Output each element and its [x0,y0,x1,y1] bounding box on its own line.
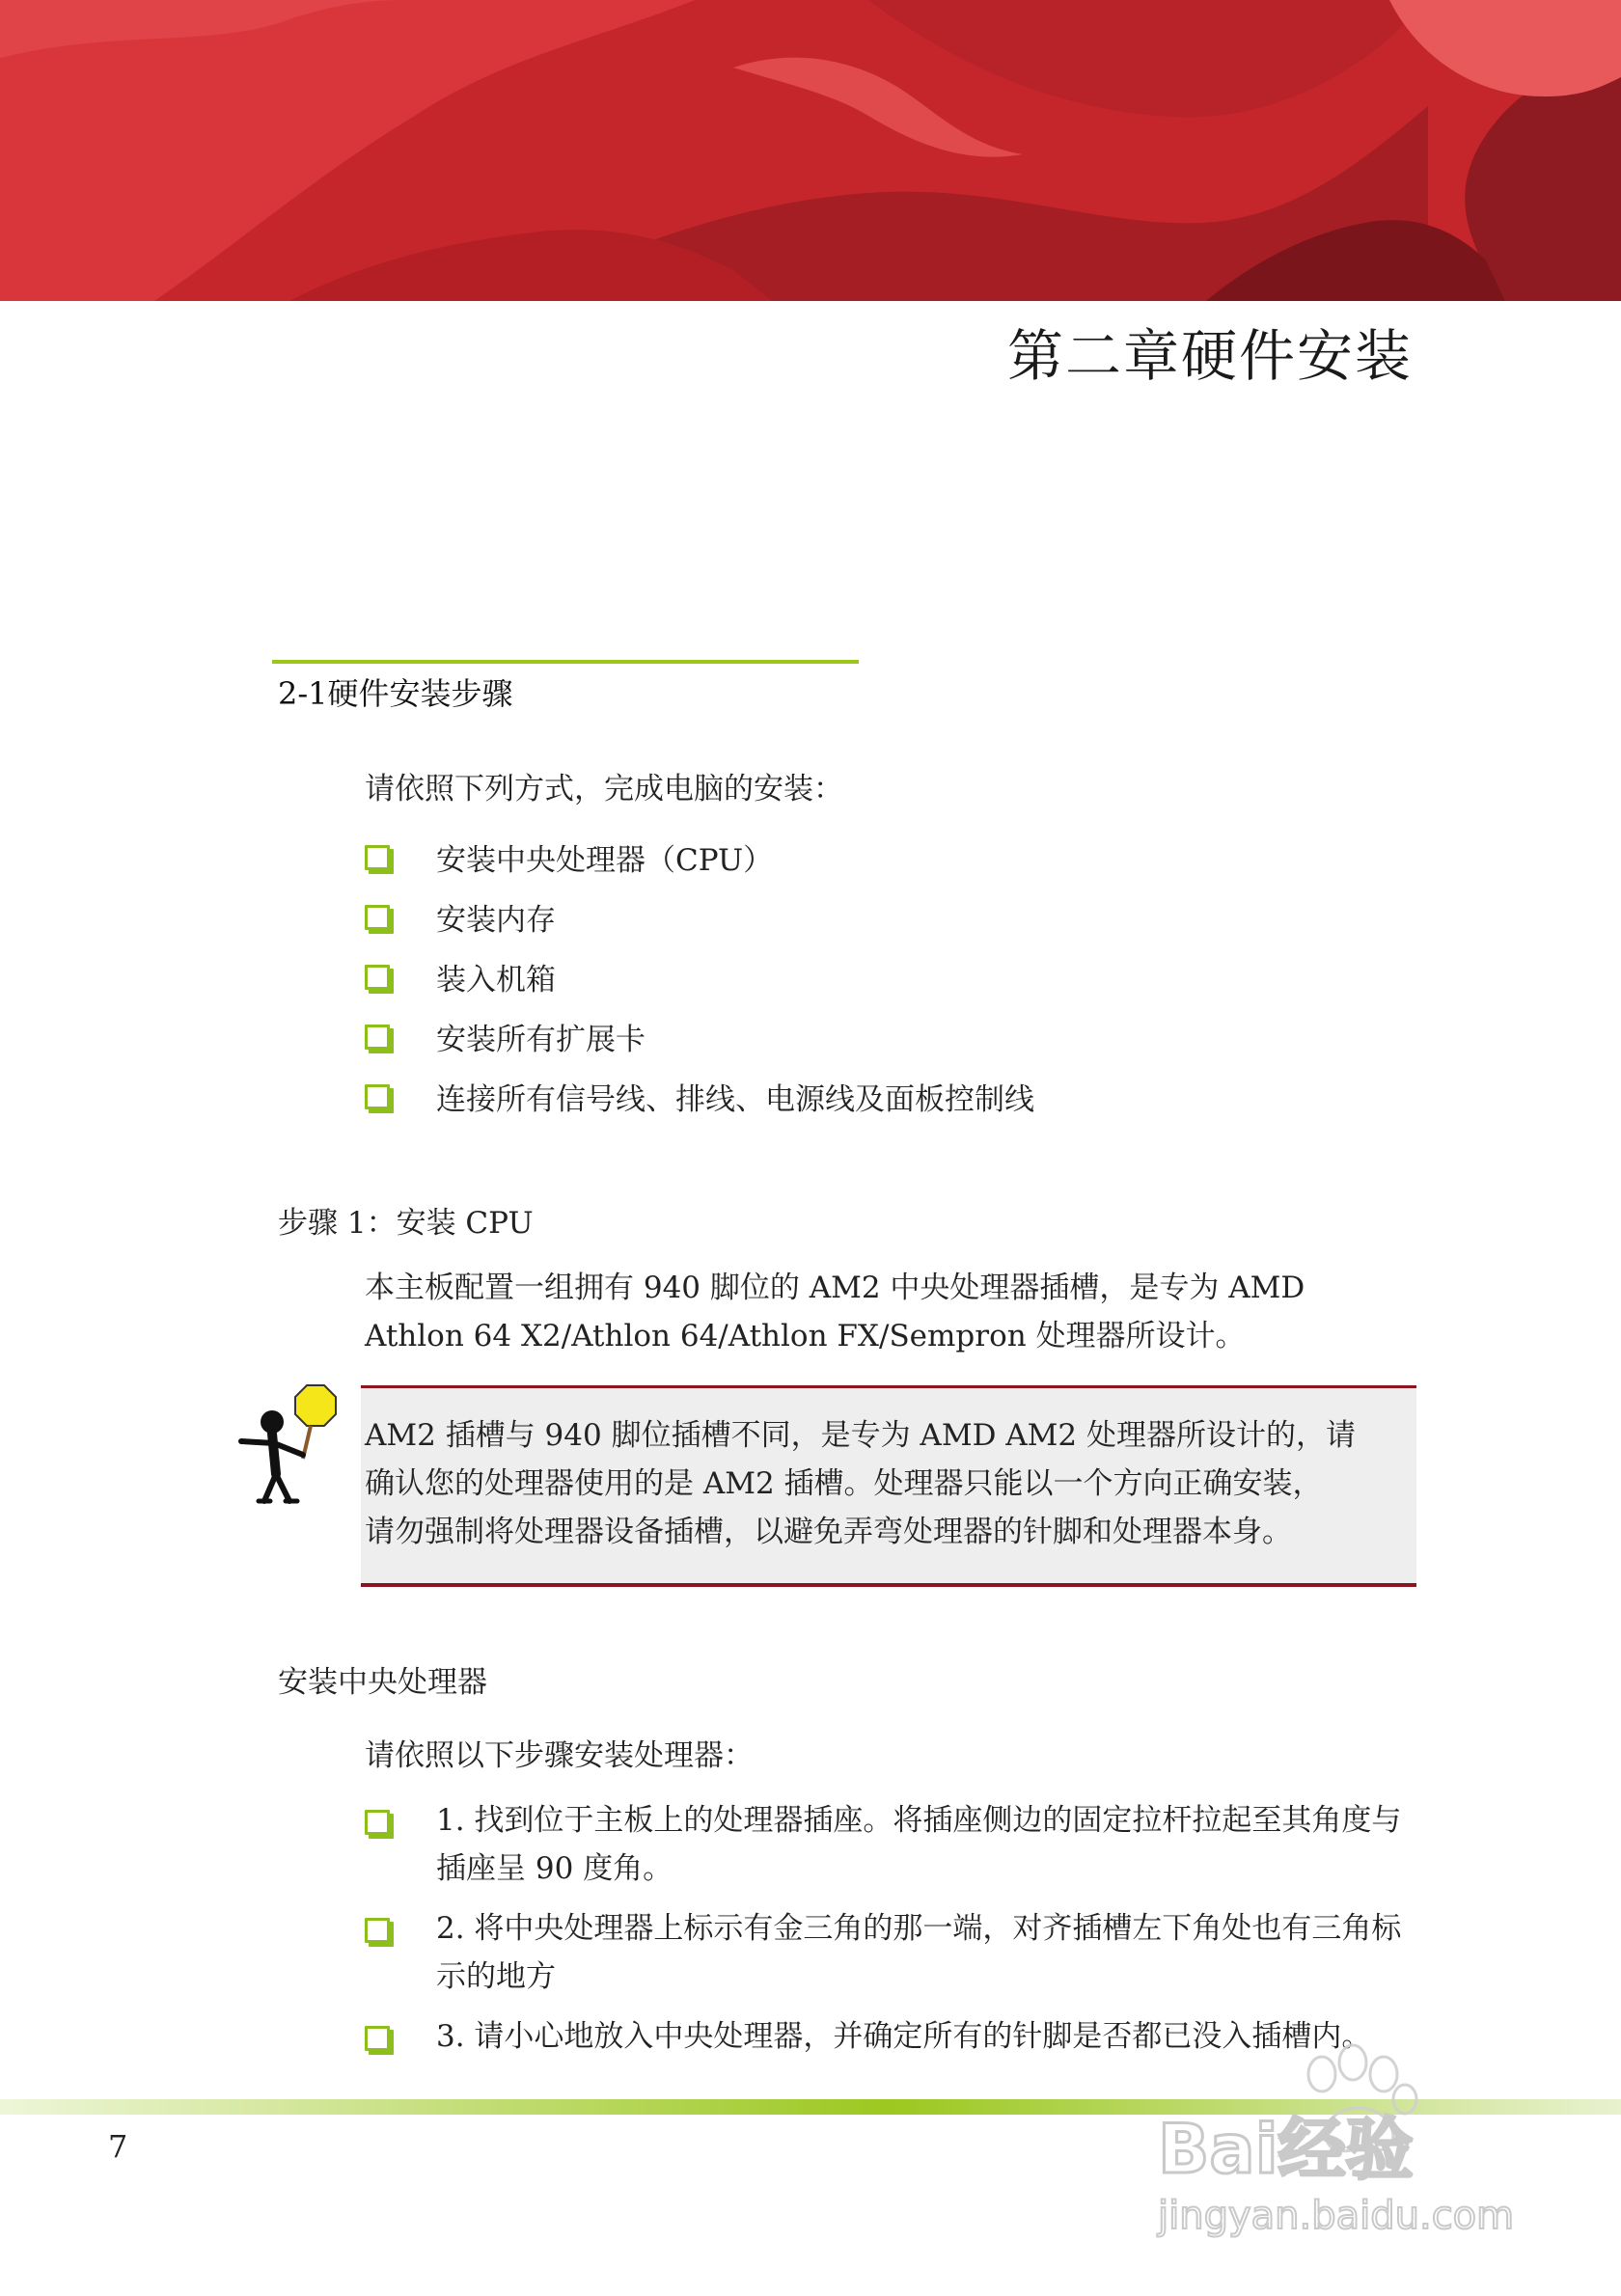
page-number: 7 [108,2128,128,2165]
stop-sign-mascot-icon [232,1381,357,1507]
watermark-url: jingyan.baidu.com [1158,2194,1515,2238]
install-cpu-intro: 请依照以下步骤安装处理器： [365,1738,754,1773]
install-steps-list [365,1796,1422,2061]
warning-line: 请勿强制将处理器设备插槽，以避免弄弯处理器的针脚和处理器本身。 [365,1515,1292,1549]
baidu-watermark-logo [1139,2036,1534,2248]
chapter-title: 第二章硬件安装 [1006,323,1413,389]
header-banner [0,0,1621,301]
install-order-list [365,835,1034,1134]
section-divider [272,660,859,664]
list-item: 3. 请小心地放入中央处理器，并确定所有的针脚是否都已没入插槽内。 [365,2012,1422,2061]
step1-body [365,1264,1416,1360]
list-item: 安装所有扩展卡 [365,1015,1034,1075]
checkbox-icon [365,1025,390,1050]
checkbox-icon [365,905,390,930]
checkbox-icon [365,1810,390,1835]
step1-body-line: 本主板配置一组拥有 940 脚位的 AM2 中央处理器插槽，是专为 AMD [365,1271,1305,1305]
step1-title: 步骤 1：安装 CPU [278,1206,534,1241]
install-cpu-title: 安装中央处理器 [278,1665,487,1700]
list-item: 装入机箱 [365,955,1034,1015]
step1-body-line: Athlon 64 X2/Athlon 64/Athlon FX/Sempron 处理器所设计。 [365,1319,1246,1353]
warning-line: AM2 插槽与 940 脚位插槽不同，是专为 AMD AM2 处理器所设计的，请 [365,1418,1356,1453]
checkbox-icon [365,845,390,870]
warning-line: 确认您的处理器使用的是 AM2 插槽。处理器只能以一个方向正确安装， [365,1466,1323,1501]
list-item: 安装中央处理器（CPU） [365,835,1034,895]
warning-note [361,1385,1416,1587]
list-item: 安装内存 [365,895,1034,955]
checkbox-icon [365,2026,390,2051]
list-item: 1. 找到位于主板上的处理器插座。将插座侧边的固定拉杆拉起至其角度与插座呈 90 度角。 [365,1796,1422,1893]
watermark-brand: Bai经验 [1158,2110,1414,2189]
checkbox-icon [365,1918,390,1943]
list-item: 连接所有信号线、排线、电源线及面板控制线 [365,1075,1034,1134]
checkbox-icon [365,1084,390,1109]
section-intro: 请依照下列方式，完成电脑的安装： [365,772,843,806]
section-title: 2-1硬件安装步骤 [278,675,513,712]
checkbox-icon [365,965,390,990]
list-item: 2. 将中央处理器上标示有金三角的那一端，对齐插槽左下角处也有三角标示的地方 [365,1904,1422,2001]
